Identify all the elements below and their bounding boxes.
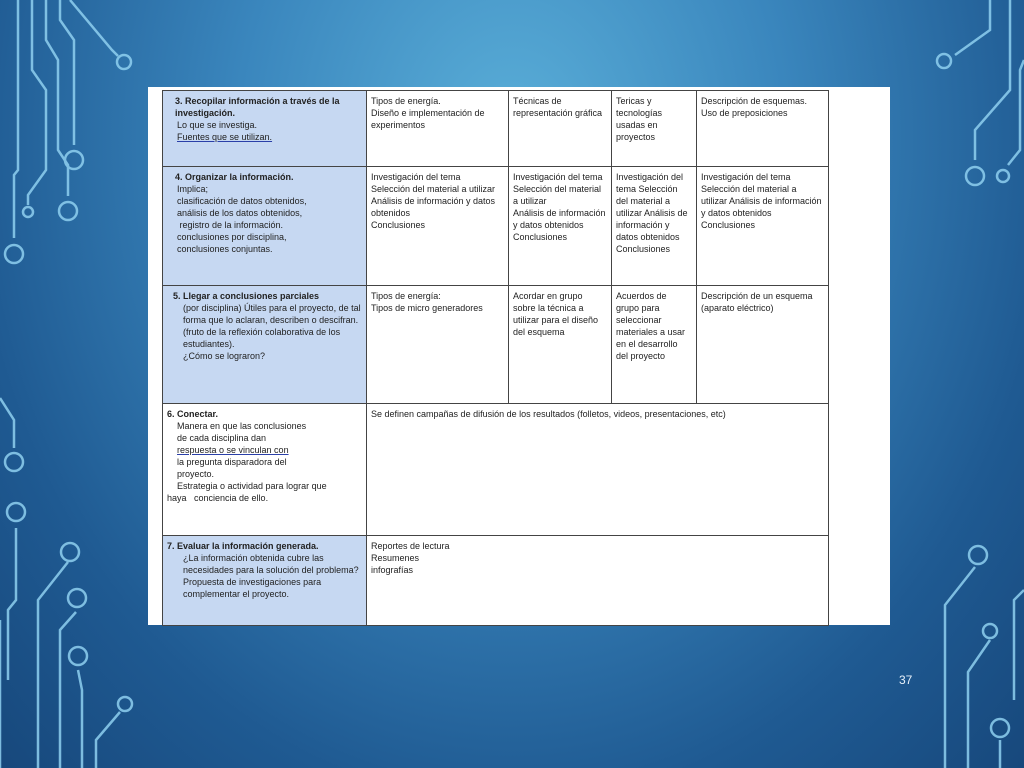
stage-cell: [163, 536, 367, 626]
stage-line: análisis de los datos obtenidos,: [177, 208, 303, 218]
table-cell: Técnicas de representación gráfica: [509, 91, 612, 167]
table-cell: Tipos de energía: Tipos de micro generadores: [367, 286, 509, 404]
stage-line: Lo que se investiga.: [177, 120, 258, 130]
table-cell: Investigación del tema Selección del material a utilizar Análisis de información y datos obtenidos Conclusiones: [612, 167, 697, 286]
stage-line: ¿La información obtenida cubre las necesidades para la solución del problema?: [183, 553, 359, 575]
stage-cell: [163, 167, 367, 286]
stage-line: Estrategia o actividad para lograr que: [177, 481, 327, 491]
stage-line: registro de la información.: [177, 220, 284, 230]
stage-title: 6. Conectar.: [167, 409, 219, 419]
table-cell: Investigación del tema Selección del material a utilizar Análisis de información y datos obtenidos Conclusiones: [367, 167, 509, 286]
table-row: [163, 404, 829, 536]
stage-title: 7. Evaluar la información generada.: [167, 541, 319, 551]
stage-line: conclusiones conjuntas.: [177, 244, 273, 254]
stage-line: Implica;: [177, 184, 209, 194]
table-image: [148, 87, 890, 625]
table-row: [163, 91, 829, 167]
stage-cell: [163, 91, 367, 167]
stage-title: 4. Organizar la información.: [175, 172, 294, 182]
table-cell: Reportes de lectura Resumenes infografías: [367, 536, 829, 626]
table-cell: Acordar en grupo sobre la técnica a utilizar para el diseño del esquema: [509, 286, 612, 404]
slide-number: 37: [899, 673, 913, 687]
table-row: [163, 167, 829, 286]
table-cell: Investigación del tema Selección del material a utilizar Análisis de información y datos obtenidos Conclusiones: [697, 167, 829, 286]
table-cell: Acuerdos de grupo para seleccionar materiales a usar en el desarrollo del proyecto: [612, 286, 697, 404]
table-cell: Tericas y tecnologías usadas en proyectos: [612, 91, 697, 167]
stage-cell: [163, 286, 367, 404]
stage-cell: [163, 404, 367, 536]
stage-line: Fuentes que se utilizan.: [177, 132, 273, 142]
table-cell: Descripción de esquemas. Uso de preposiciones: [697, 91, 829, 167]
stage-line: ¿Cómo se lograron?: [183, 351, 266, 361]
stage-line: haya conciencia de ello.: [167, 493, 269, 503]
table-row: [163, 536, 829, 626]
stage-title: 3. Recopilar información a través de la investigación.: [175, 96, 340, 118]
table-cell: Se definen campañas de difusión de los resultados (folletos, videos, presentaciones, etc): [367, 404, 829, 536]
stage-line: de cada disciplina dan: [177, 433, 267, 443]
table-cell: Investigación del tema Selección del material a utilizar Análisis de información y datos obtenidos Conclusiones: [509, 167, 612, 286]
stage-line: la pregunta disparadora del: [177, 457, 287, 467]
stage-line: respuesta o se vinculan con: [177, 445, 289, 455]
table-row: [163, 286, 829, 404]
table-cell: Tipos de energía. Diseño e implementación de experimentos: [367, 91, 509, 167]
stage-line: clasificación de datos obtenidos,: [177, 196, 307, 206]
stage-line: Propuesta de investigaciones para complementar el proyecto.: [183, 577, 322, 599]
table-cell: Descripción de un esquema (aparato eléctrico): [697, 286, 829, 404]
project-table: [162, 90, 829, 626]
stage-line: (fruto de la reflexión colaborativa de los estudiantes).: [183, 327, 341, 349]
stage-line: (por disciplina) Útiles para el proyecto, de tal forma que lo aclaran, describen o descifran.: [183, 303, 361, 325]
stage-line: Manera en que las conclusiones: [177, 421, 307, 431]
stage-line: proyecto.: [177, 469, 215, 479]
stage-line: conclusiones por disciplina,: [177, 232, 287, 242]
stage-title: 5. Llegar a conclusiones parciales: [173, 291, 320, 301]
